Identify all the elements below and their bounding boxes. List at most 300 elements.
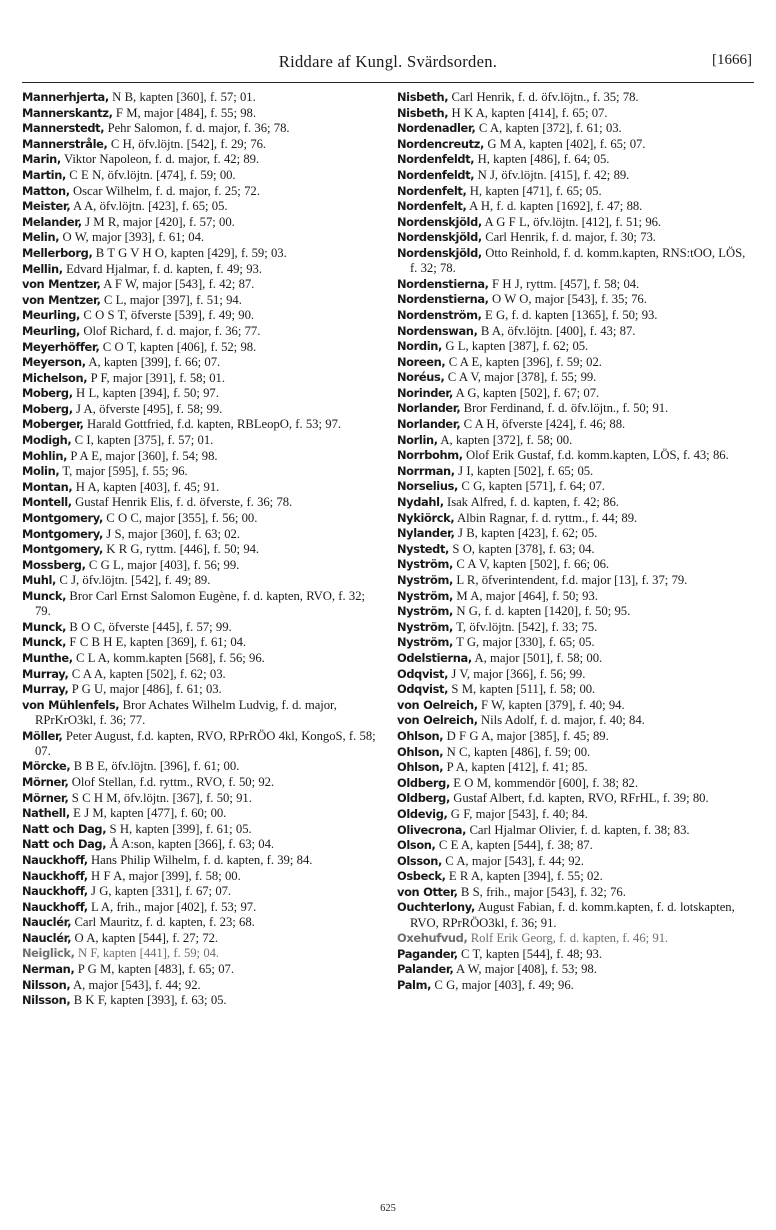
entry-details: Peter August, f.d. kapten, RVO, RPrRÖO 4kl, KongoS, f. 58; 07. xyxy=(35,728,376,758)
entry-details: F H J, ryttm. [457], f. 58; 04. xyxy=(488,276,640,291)
directory-entry xyxy=(397,495,754,510)
entry-details: B A, öfv.löjtn. [400], f. 43; 87. xyxy=(477,323,636,338)
entry-details: G M A, kapten [402], f. 65; 07. xyxy=(484,136,646,151)
directory-entry xyxy=(22,90,379,105)
entry-name: von Oelreich, xyxy=(397,697,478,712)
entry-details: F W, kapten [379], f. 40; 94. xyxy=(477,697,625,712)
column-right xyxy=(397,90,754,1186)
directory-entry xyxy=(22,759,379,774)
directory-entry xyxy=(22,184,379,199)
directory-entry xyxy=(22,355,379,370)
directory-entry xyxy=(22,152,379,167)
directory-entry xyxy=(397,776,754,791)
entry-name: Möller, xyxy=(22,728,63,743)
directory-entry xyxy=(397,448,754,463)
entry-name: Oldberg, xyxy=(397,791,450,806)
entry-name: Nylander, xyxy=(397,526,455,541)
entry-details: C A, kapten [372], f. 61; 03. xyxy=(475,121,622,136)
entry-name: Mannerstråle, xyxy=(22,136,108,151)
entry-details: B B E, öfv.löjtn. [396], f. 61; 00. xyxy=(70,759,240,774)
entry-details: Carl Henrik, f. d. major, f. 30; 73. xyxy=(481,230,656,245)
entry-name: Nordenfeldt, xyxy=(397,167,475,182)
entry-name: Oldberg, xyxy=(397,775,450,790)
entry-details: T, öfv.löjtn. [542], f. 33; 75. xyxy=(453,619,598,634)
directory-entry xyxy=(397,152,754,167)
entry-details: K R G, ryttm. [446], f. 50; 94. xyxy=(102,542,260,557)
entry-name: Norrbohm, xyxy=(397,448,463,463)
entry-name: Murray, xyxy=(22,666,69,681)
directory-entry xyxy=(397,807,754,822)
directory-entry xyxy=(397,370,754,385)
entry-name: Nordenswan, xyxy=(397,323,478,338)
entry-name: Melander, xyxy=(22,214,82,229)
entry-details: A H, f. d. kapten [1692], f. 47; 88. xyxy=(466,199,643,214)
directory-entry xyxy=(397,324,754,339)
directory-entry xyxy=(397,900,754,930)
entry-details: A G, kapten [502], f. 67; 07. xyxy=(453,385,600,400)
entry-details: L A, frih., major [402], f. 53; 97. xyxy=(87,899,257,914)
entry-name: Meyerson, xyxy=(22,355,86,370)
entry-name: Mörner, xyxy=(22,790,69,805)
entry-details: O W, major [393], f. 61; 04. xyxy=(59,230,205,245)
entry-details: P A, kapten [412], f. 41; 85. xyxy=(443,760,588,775)
entry-details: C A V, major [378], f. 55; 99. xyxy=(444,370,597,385)
entry-details: F M, major [484], f. 55; 98. xyxy=(112,105,256,120)
entry-name: Michelson, xyxy=(22,370,88,385)
entry-details: C I, kapten [375], f. 57; 01. xyxy=(71,433,214,448)
entry-name: Nordenfelt, xyxy=(397,183,467,198)
entry-details: E O M, kommendör [600], f. 38; 82. xyxy=(449,775,638,790)
entry-details: P G U, major [486], f. 61; 03. xyxy=(68,682,222,697)
entry-details: B T G V H O, kapten [429], f. 59; 03. xyxy=(92,245,287,260)
directory-entry xyxy=(22,837,379,852)
entry-details: N F, kapten [441], f. 59; 04. xyxy=(74,946,220,961)
directory-entry xyxy=(22,775,379,790)
entry-name: Noréus, xyxy=(397,370,445,385)
directory-entry xyxy=(22,542,379,557)
entry-details: N B, kapten [360], f. 57; 01. xyxy=(108,90,256,104)
entry-details: L R, öfverintendent, f.d. major [13], f. 37; 79. xyxy=(453,573,688,588)
entry-details: C A V, kapten [502], f. 66; 06. xyxy=(453,557,610,572)
entry-details: C G L, major [403], f. 56; 99. xyxy=(85,557,240,572)
entry-details: C L, major [397], f. 51; 94. xyxy=(100,292,242,307)
directory-entry xyxy=(22,433,379,448)
entry-details: A G F L, öfv.löjtn. [412], f. 51; 96. xyxy=(481,214,662,229)
entry-name: Ohlson, xyxy=(397,728,444,743)
entry-name: Montgomery, xyxy=(22,542,103,557)
entry-name: Ohlson, xyxy=(397,744,444,759)
directory-entry xyxy=(22,931,379,946)
directory-entry xyxy=(397,682,754,697)
entry-name: Odqvist, xyxy=(397,682,449,697)
entry-details: T, major [595], f. 55; 96. xyxy=(59,464,188,479)
directory-entry xyxy=(397,479,754,494)
entry-name: Natt och Dag, xyxy=(22,821,107,836)
entry-name: Nilsson, xyxy=(22,977,71,992)
entry-details: Gustaf Henrik Elis, f. d. öfverste, f. 36; 78. xyxy=(71,495,293,510)
page-header xyxy=(24,52,752,74)
directory-entry xyxy=(397,962,754,977)
directory-entry xyxy=(397,511,754,526)
directory-entry xyxy=(397,277,754,292)
entry-details: O W O, major [543], f. 35; 76. xyxy=(488,292,647,307)
entry-name: Palander, xyxy=(397,962,454,977)
entry-name: Nyström, xyxy=(397,619,454,634)
entry-details: H, kapten [471], f. 65; 05. xyxy=(466,183,602,198)
entry-details: C O T, kapten [406], f. 52; 98. xyxy=(99,339,257,354)
folio-number: 625 xyxy=(380,1203,396,1214)
entry-details: J B, kapten [423], f. 62; 05. xyxy=(454,526,598,541)
entry-details: Hans Philip Wilhelm, f. d. kapten, f. 39; 84. xyxy=(87,852,313,867)
directory-entry xyxy=(397,620,754,635)
entry-name: Neiglick, xyxy=(22,946,75,961)
directory-entry xyxy=(22,962,379,977)
entry-details: Albin Ragnar, f. d. ryttm., f. 44; 89. xyxy=(454,510,638,525)
entry-details: A F W, major [543], f. 42; 87. xyxy=(100,277,255,292)
entry-name: Nathell, xyxy=(22,806,70,821)
entry-details: Gustaf Albert, f.d. kapten, RVO, RFrHL, f. 39; 80. xyxy=(449,791,709,806)
entry-details: C E A, kapten [544], f. 38; 87. xyxy=(435,838,593,853)
entry-details: Carl Hjalmar Olivier, f. d. kapten, f. 38; 83. xyxy=(466,822,690,837)
entry-name: Mannerskantz, xyxy=(22,105,113,120)
entry-name: Noreen, xyxy=(397,354,446,369)
entry-name: Nordenfelt, xyxy=(397,199,467,214)
directory-entry xyxy=(22,589,379,619)
directory-entry xyxy=(397,184,754,199)
entry-details: S C H M, öfv.löjtn. [367], f. 50; 91. xyxy=(68,790,252,805)
entry-details: B O C, öfverste [445], f. 57; 99. xyxy=(66,619,232,634)
entry-name: Nauckhoff, xyxy=(22,899,88,914)
entry-name: von Mentzer, xyxy=(22,292,101,307)
entry-details: Å A:son, kapten [366], f. 63; 04. xyxy=(106,837,274,852)
entry-name: Montgomery, xyxy=(22,526,103,541)
entry-details: C A H, öfverste [424], f. 46; 88. xyxy=(460,417,626,432)
page-title: Riddare af Kungl. Svärdsorden. xyxy=(278,52,498,71)
entry-details: H K A, kapten [414], f. 65; 07. xyxy=(448,105,608,120)
entry-name: Nauclér, xyxy=(22,930,72,945)
entry-name: Ouchterlony, xyxy=(397,900,475,915)
entry-name: Norlander, xyxy=(397,417,461,432)
directory-entry xyxy=(22,449,379,464)
entry-name: Nordenstierna, xyxy=(397,292,489,307)
entry-name: Norselius, xyxy=(397,479,459,494)
entry-name: Nyström, xyxy=(397,604,454,619)
directory-entry xyxy=(397,978,754,993)
page-number: [1666] xyxy=(712,52,752,68)
entry-name: Moberg, xyxy=(22,401,73,416)
entry-name: Mellerborg, xyxy=(22,245,93,260)
directory-entry xyxy=(22,277,379,292)
directory-entry xyxy=(397,885,754,900)
entry-name: Nordenström, xyxy=(397,307,482,322)
entry-name: Nauckhoff, xyxy=(22,868,88,883)
entry-details: C A, major [543], f. 44; 92. xyxy=(441,853,584,868)
entry-name: Nisbeth, xyxy=(397,105,449,120)
entry-details: Olof Stellan, f.d. ryttm., RVO, f. 50; 92. xyxy=(68,774,275,789)
entry-details: P A E, major [360], f. 54; 98. xyxy=(67,448,218,463)
directory-entry xyxy=(22,262,379,277)
entry-details: A, major [501], f. 58; 00. xyxy=(471,650,603,665)
directory-entry xyxy=(397,823,754,838)
directory-entry xyxy=(22,137,379,152)
entry-name: von Otter, xyxy=(397,884,458,899)
entry-name: Montan, xyxy=(22,479,73,494)
directory-entry xyxy=(397,947,754,962)
directory-entry xyxy=(22,293,379,308)
directory-entry xyxy=(397,838,754,853)
entry-details: E R A, kapten [394], f. 55; 02. xyxy=(445,869,603,884)
entry-details: Bror Ferdinand, f. d. öfv.löjtn., f. 50; 91. xyxy=(460,401,669,416)
entry-details: A, major [543], f. 44; 92. xyxy=(70,977,201,992)
entry-name: Oxehufvud, xyxy=(397,931,468,946)
entry-name: Moberger, xyxy=(22,417,84,432)
entry-name: Nyström, xyxy=(397,557,454,572)
entry-name: Odqvist, xyxy=(397,666,449,681)
directory-entry xyxy=(397,121,754,136)
entry-details: C L A, komm.kapten [568], f. 56; 96. xyxy=(72,650,265,665)
directory-entry xyxy=(22,698,379,728)
entry-name: Nordin, xyxy=(397,339,443,354)
directory-entry xyxy=(22,729,379,759)
directory-entry xyxy=(22,215,379,230)
entry-details: G L, kapten [387], f. 62; 05. xyxy=(442,339,589,354)
entry-name: Munck, xyxy=(22,635,67,650)
entry-details: P G M, kapten [483], f. 65; 07. xyxy=(74,962,234,977)
entry-name: Nordenskjöld, xyxy=(397,245,482,260)
entry-name: Munck, xyxy=(22,589,67,603)
entry-details: D F G A, major [385], f. 45; 89. xyxy=(443,728,609,743)
entry-name: Montgomery, xyxy=(22,511,103,526)
entry-name: Murray, xyxy=(22,682,69,697)
directory-entry xyxy=(22,121,379,136)
entry-details: M A, major [464], f. 50; 93. xyxy=(453,588,598,603)
entry-name: Norlander, xyxy=(397,401,461,416)
entry-details: C T, kapten [544], f. 48; 93. xyxy=(457,946,602,961)
directory-entry xyxy=(397,401,754,416)
directory-entry xyxy=(397,729,754,744)
entry-details: J V, major [366], f. 56; 99. xyxy=(448,666,586,681)
entry-name: Muhl, xyxy=(22,573,57,588)
entry-details: N C, kapten [486], f. 59; 00. xyxy=(443,744,591,759)
entry-details: Isak Alfred, f. d. kapten, f. 42; 86. xyxy=(443,495,619,510)
entry-name: Mannerhjerta, xyxy=(22,90,109,104)
entry-details: J G, kapten [331], f. 67; 07. xyxy=(87,884,232,899)
entry-details: Olof Richard, f. d. major, f. 36; 77. xyxy=(80,323,261,338)
entry-details: C O C, major [355], f. 56; 00. xyxy=(102,511,258,526)
entry-details: Harald Gottfried, f.d. kapten, RBLeopO, f. 53; 97. xyxy=(83,417,341,432)
entry-details: A, kapten [399], f. 66; 07. xyxy=(85,355,221,370)
directory-entry xyxy=(397,869,754,884)
directory-entry xyxy=(22,978,379,993)
entry-details: Rolf Erik Georg, f. d. kapten, f. 46; 91. xyxy=(467,931,669,946)
directory-entry xyxy=(397,168,754,183)
entry-name: Nisbeth, xyxy=(397,90,449,104)
entry-details: N J, öfv.löjtn. [415], f. 42; 89. xyxy=(474,167,630,182)
entry-details: N G, f. d. kapten [1420], f. 50; 95. xyxy=(453,604,631,619)
entry-name: Munck, xyxy=(22,619,67,634)
directory-entry xyxy=(397,745,754,760)
entry-details: S M, kapten [511], f. 58; 00. xyxy=(448,682,596,697)
directory-entry xyxy=(22,651,379,666)
entry-name: Norinder, xyxy=(397,385,453,400)
directory-entry xyxy=(22,480,379,495)
entry-details: Nils Adolf, f. d. major, f. 40; 84. xyxy=(477,713,645,728)
directory-entry xyxy=(397,417,754,432)
entry-details: C A A, kapten [502], f. 62; 03. xyxy=(68,666,226,681)
directory-entry xyxy=(22,620,379,635)
directory-entry xyxy=(22,106,379,121)
entry-details: H F A, major [399], f. 58; 00. xyxy=(87,868,241,883)
entry-name: Molin, xyxy=(22,464,60,479)
directory-entry xyxy=(22,511,379,526)
directory-entry xyxy=(397,931,754,946)
column-left xyxy=(22,90,379,1186)
directory-entry xyxy=(397,246,754,276)
entry-details: H, kapten [486], f. 64; 05. xyxy=(474,152,610,167)
entry-name: Nydahl, xyxy=(397,495,444,510)
directory-entry xyxy=(22,386,379,401)
directory-entry xyxy=(22,993,379,1008)
directory-entry xyxy=(397,542,754,557)
entry-name: Meyerhöffer, xyxy=(22,339,100,354)
entry-name: Odelstierna, xyxy=(397,650,472,665)
entry-name: Melin, xyxy=(22,230,60,245)
directory-entry xyxy=(22,869,379,884)
entry-details: Olof Erik Gustaf, f.d. komm.kapten, LÖS, f. 43; 86. xyxy=(462,448,729,463)
directory-entry xyxy=(397,651,754,666)
entry-details: C H, öfv.löjtn. [542], f. 29; 76. xyxy=(107,136,267,151)
entry-name: von Oelreich, xyxy=(397,713,478,728)
entry-name: Olsson, xyxy=(397,853,442,868)
entry-details: S O, kapten [378], f. 63; 04. xyxy=(449,541,595,556)
entry-details: B S, frih., major [543], f. 32; 76. xyxy=(457,884,626,899)
entry-name: Nyström, xyxy=(397,588,454,603)
directory-entry xyxy=(22,884,379,899)
directory-entry xyxy=(22,900,379,915)
entry-name: Matton, xyxy=(22,183,70,198)
directory-entry xyxy=(397,339,754,354)
directory-entry xyxy=(397,667,754,682)
directory-entry xyxy=(22,168,379,183)
directory-entry xyxy=(397,386,754,401)
entry-details: E G, f. d. kapten [1365], f. 50; 93. xyxy=(481,307,658,322)
entry-details: Edvard Hjalmar, f. d. kapten, f. 49; 93. xyxy=(62,261,262,276)
entry-name: Osbeck, xyxy=(397,869,446,884)
entry-details: H L, kapten [394], f. 50; 97. xyxy=(72,386,219,401)
directory-entry xyxy=(397,433,754,448)
entry-details: C G, major [403], f. 49; 96. xyxy=(431,978,574,993)
entry-name: Meurling, xyxy=(22,308,81,323)
entry-name: Martin, xyxy=(22,167,66,182)
entry-name: Mellin, xyxy=(22,261,63,276)
entry-details: Viktor Napoleon, f. d. major, f. 42; 89. xyxy=(60,152,260,167)
directory-entry xyxy=(397,292,754,307)
entry-name: Mörcke, xyxy=(22,759,71,774)
entry-details: Pehr Salomon, f. d. major, f. 36; 78. xyxy=(104,121,290,136)
entry-name: Nyström, xyxy=(397,635,454,650)
entry-name: Mossberg, xyxy=(22,557,86,572)
entry-details: H A, kapten [403], f. 45; 91. xyxy=(72,479,220,494)
entry-name: Nauclér, xyxy=(22,915,72,930)
directory-entry xyxy=(22,667,379,682)
entry-details: Carl Mauritz, f. d. kapten, f. 23; 68. xyxy=(71,915,255,930)
directory-entry xyxy=(397,355,754,370)
entry-details: A, kapten [372], f. 58; 00. xyxy=(437,432,573,447)
directory-entry xyxy=(22,527,379,542)
entry-details: Otto Reinhold, f. d. komm.kapten, RNS:tOO, LÖS, f. 32; 78. xyxy=(410,245,746,276)
entry-name: Nauckhoff, xyxy=(22,852,88,867)
entry-name: Moberg, xyxy=(22,386,73,401)
directory-entry xyxy=(397,464,754,479)
entry-details: Carl Henrik, f. d. öfv.löjtn., f. 35; 78. xyxy=(448,90,639,104)
entry-name: Nyström, xyxy=(397,573,454,588)
entry-name: Nordenfeldt, xyxy=(397,152,475,167)
directory-entry xyxy=(397,230,754,245)
directory-entry xyxy=(22,340,379,355)
entry-name: Nordenadler, xyxy=(397,121,476,136)
entry-details: J A, öfverste [495], f. 58; 99. xyxy=(72,401,223,416)
entry-name: Munthe, xyxy=(22,650,73,665)
entry-details: J S, major [360], f. 63; 02. xyxy=(102,526,240,541)
entry-name: Nykiörck, xyxy=(397,510,455,525)
directory-entry xyxy=(22,371,379,386)
entry-details: A A, öfv.löjtn. [423], f. 65; 05. xyxy=(70,199,228,214)
directory-entry xyxy=(397,713,754,728)
directory-entry xyxy=(22,246,379,261)
directory-entry xyxy=(22,853,379,868)
entry-details: Oscar Wilhelm, f. d. major, f. 25; 72. xyxy=(69,183,260,198)
entry-name: Marin, xyxy=(22,152,61,167)
directory-entry xyxy=(397,137,754,152)
directory-entry xyxy=(397,791,754,806)
entry-details: B K F, kapten [393], f. 63; 05. xyxy=(70,993,227,1008)
directory-entry xyxy=(22,806,379,821)
directory-entry xyxy=(397,526,754,541)
entry-details: P F, major [391], f. 58; 01. xyxy=(87,370,225,385)
entry-name: Norlin, xyxy=(397,432,438,447)
directory-entry xyxy=(397,106,754,121)
directory-entry xyxy=(397,854,754,869)
directory-entry xyxy=(22,464,379,479)
directory-entry xyxy=(22,573,379,588)
entry-name: Montell, xyxy=(22,495,72,510)
entry-name: Nilsson, xyxy=(22,993,71,1008)
directory-entry xyxy=(397,90,754,105)
entry-details: A W, major [408], f. 53; 98. xyxy=(453,962,597,977)
entry-name: Natt och Dag, xyxy=(22,837,107,852)
entry-details: S H, kapten [399], f. 61; 05. xyxy=(106,821,252,836)
entry-name: Nordenstierna, xyxy=(397,276,489,291)
directory-entry xyxy=(22,230,379,245)
entry-name: Mannerstedt, xyxy=(22,121,105,136)
entry-name: Mohlin, xyxy=(22,448,68,463)
entry-details: C J, öfv.löjtn. [542], f. 49; 89. xyxy=(56,573,211,588)
entry-name: von Mühlenfels, xyxy=(22,697,120,712)
directory-entry xyxy=(397,199,754,214)
directory-entry xyxy=(397,308,754,323)
entry-details: Bror Carl Ernst Salomon Eugène, f. d. kapten, RVO, f. 32; 79. xyxy=(35,589,365,619)
entry-name: Pagander, xyxy=(397,946,458,961)
entry-details: C G, kapten [571], f. 64; 07. xyxy=(458,479,605,494)
entry-details: G F, major [543], f. 40; 84. xyxy=(447,806,588,821)
entry-details: E J M, kapten [477], f. 60; 00. xyxy=(69,806,227,821)
entry-name: Olivecrona, xyxy=(397,822,467,837)
entry-details: F C B H E, kapten [369], f. 61; 04. xyxy=(66,635,247,650)
entry-name: Mörner, xyxy=(22,774,69,789)
directory-entry xyxy=(22,558,379,573)
entry-details: O A, kapten [544], f. 27; 72. xyxy=(71,930,219,945)
entry-details: C A E, kapten [396], f. 59; 02. xyxy=(445,354,602,369)
